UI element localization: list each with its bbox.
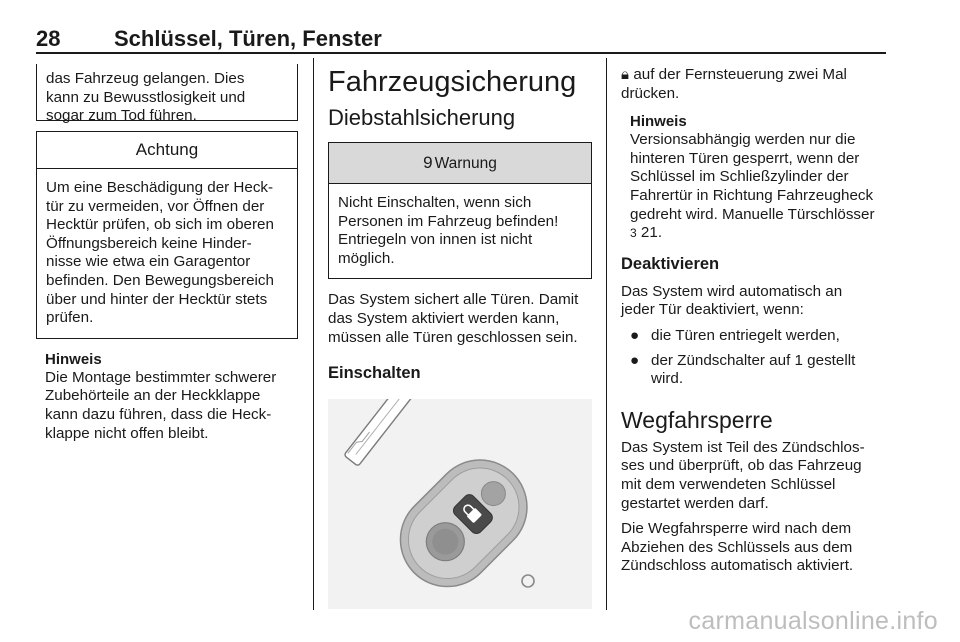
caution-line: Öffnungsbereich keine Hinder- <box>46 234 252 252</box>
body-line: Zündschloss automatisch aktiviert. <box>621 557 854 575</box>
body-line: gestartet werden darf. <box>621 494 769 512</box>
note-block <box>36 351 298 443</box>
subsection-title: Diebstahlsicherung <box>328 105 516 130</box>
column-right <box>621 66 887 576</box>
warning-line: möglich. <box>338 249 395 267</box>
note-ref-line <box>630 224 887 243</box>
key-fob-figure <box>328 399 592 609</box>
caution-line: nisse wie etwa ein Garagentor <box>46 253 251 271</box>
page-ref[interactable]: 21. <box>640 224 663 242</box>
warning-title: Warnung <box>434 155 497 172</box>
caution-body <box>37 169 297 338</box>
note-line: hinteren Türen gesperrt, wenn der <box>630 149 860 167</box>
caution-line: prüfen. <box>46 309 94 327</box>
deaktivieren-heading: Deaktivieren <box>621 254 720 273</box>
warning-icon: 9 <box>423 153 433 172</box>
note-line: Fahrertür in Richtung Fahrzeugheck <box>630 186 874 204</box>
continued-text: auf der Fernsteuerung zwei Mal <box>633 66 847 83</box>
note-line: Die Montage bestimmter schwerer <box>45 368 277 386</box>
wegfahrsperre-heading: Wegfahrsperre <box>621 406 773 433</box>
body-line: ses und überprüft, ob das Fahrzeug <box>621 457 862 475</box>
warning-line: Nicht Einschalten, wenn sich <box>338 194 532 211</box>
running-title: Schlüssel, Türen, Fenster <box>114 26 382 51</box>
key-fob-icon <box>328 399 592 609</box>
caution-line: Hecktür prüfen, ob sich im oberen <box>46 216 274 234</box>
immobilizer-paragraph-1 <box>621 439 887 513</box>
warning-line: Personen im Fahrzeug befinden! <box>338 212 559 230</box>
column-divider <box>313 58 314 610</box>
body-line: Das System ist Teil des Zündschlos- <box>621 438 865 456</box>
danger-box-continued <box>36 64 298 125</box>
continued-line <box>621 66 887 85</box>
bullet-text: wird. <box>651 370 684 388</box>
watermark: carmanualsonline.info <box>688 607 938 635</box>
danger-line: kann zu Bewusstlosigkeit und <box>46 88 246 106</box>
page-number: 28 <box>36 26 61 51</box>
list-item <box>621 352 887 389</box>
bullet-icon: ● <box>630 326 640 344</box>
caution-line: befinden. Den Bewegungsbereich <box>46 271 274 289</box>
danger-line: das Fahrzeug gelangen. Dies <box>46 70 245 87</box>
caution-box <box>36 131 298 339</box>
list-item <box>621 327 887 346</box>
caution-title: Achtung <box>37 132 297 169</box>
warning-line: Entriegeln von innen ist nicht <box>338 231 533 249</box>
caution-line: Um eine Beschädigung der Heck- <box>46 179 274 196</box>
warning-header <box>329 143 591 184</box>
warning-body <box>329 184 591 278</box>
danger-line: sogar zum Tod führen. <box>46 107 197 125</box>
continued-line: drücken. <box>621 84 680 102</box>
bullet-list <box>621 327 887 389</box>
body-paragraph <box>328 291 592 347</box>
bullet-icon: ● <box>630 351 640 369</box>
page-header <box>36 26 886 52</box>
warning-box <box>328 142 592 279</box>
header-rule <box>36 52 886 54</box>
note-line: Versionsabhängig werden nur die <box>630 131 856 149</box>
section-title: Fahrzeugsicherung <box>328 66 577 98</box>
bullet-text: der Zündschalter auf 1 gestellt <box>651 351 856 369</box>
note-line: klappe nicht offen bleibt. <box>45 424 209 442</box>
bullet-text: die Türen entriegelt werden, <box>651 326 840 344</box>
note-line: Zubehörteile an der Heckklappe <box>45 387 261 405</box>
body-line: müssen alle Türen geschlossen sein. <box>328 328 578 346</box>
note-block <box>621 113 887 243</box>
note-line: kann dazu führen, dass die Heck- <box>45 405 272 423</box>
body-line: Die Wegfahrsperre wird nach dem <box>621 520 852 538</box>
note-label: Hinweis <box>45 350 102 368</box>
note-line: Schlüssel im Schließzylinder der <box>630 168 849 186</box>
immobilizer-paragraph-2 <box>621 520 887 576</box>
body-line: das System aktiviert werden kann, <box>328 309 560 327</box>
body-line: Das System sichert alle Türen. Damit <box>328 291 579 309</box>
caution-line: tür zu vermeiden, vor Öffnen der <box>46 197 265 215</box>
body-line: Abziehen des Schlüssels aus dem <box>621 538 853 556</box>
einschalten-heading: Einschalten <box>328 364 421 383</box>
lock-button-icon: 🔒︎ <box>621 66 630 83</box>
caution-line: über und hinter der Hecktür stets <box>46 290 268 308</box>
body-line: Das System wird automatisch an <box>621 282 843 300</box>
note-label: Hinweis <box>630 113 687 131</box>
column-left <box>36 64 298 443</box>
body-line: jeder Tür deaktiviert, wenn: <box>621 301 804 319</box>
body-line: mit dem verwendeten Schlüssel <box>621 475 836 493</box>
page-ref-icon: 3 <box>630 226 637 241</box>
deactivate-paragraph <box>621 283 887 320</box>
note-line: gedreht wird. Manuelle Türschlösser <box>630 205 875 223</box>
column-middle <box>328 66 592 609</box>
column-divider <box>606 58 607 610</box>
